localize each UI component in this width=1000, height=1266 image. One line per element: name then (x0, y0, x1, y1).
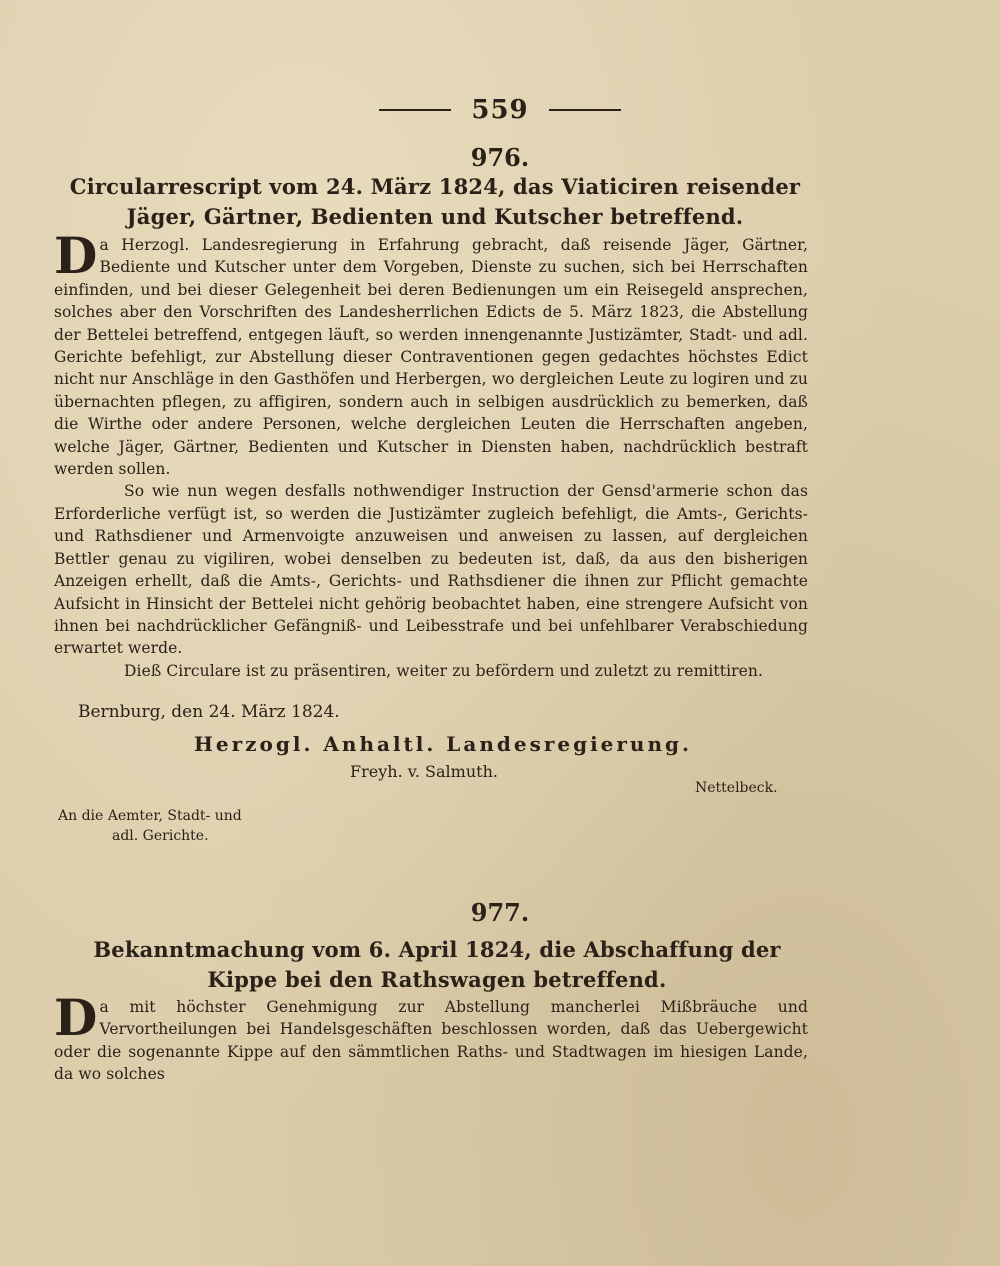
page-header (0, 92, 1000, 128)
document-body-977 (54, 988, 808, 1086)
recipient-note (58, 806, 242, 846)
paragraph-1 (54, 226, 808, 480)
paragraph-977-1 (54, 988, 808, 1086)
date-line: Bernburg, den 24. März 1824. (78, 702, 340, 722)
document-number-976: 976. (470, 143, 530, 172)
drop-cap-977: D (54, 988, 98, 1047)
document-number-977: 977. (470, 898, 530, 927)
signer-nettelbeck: Nettelbeck. (695, 780, 778, 796)
paragraph-977-1-text: a mit höchster Genehmigung zur Abstellung mancherlei Mißbräuche und Vervortheilungen bei Handelsgeschäften beschlossen worden, daß das Uebergewicht oder die sogenannte Kippe auf den sämmtlichen Raths- und Stadtwagen im hiesigen Lande, da wo solches (54, 998, 808, 1084)
header-rule-left (379, 109, 451, 111)
issuing-authority: Herzogl. Anhaltl. Landesregierung. (194, 732, 692, 756)
header-rule-right (549, 109, 621, 111)
paragraph-1-text: a Herzogl. Landesregierung in Erfahrung gebracht, daß reisende Jäger, Gärtner, Bediente und Kutscher unter dem Vorgeben, Dienste zu suchen, sich bei Herrschaften einfinden, und bei dieser Gelegenheit bei deren Bedienungen um ein Reisegeld ansprechen, solches aber den Vorschriften des Landesherrlichen Edicts de 5. März 1823, die Abstellung der Bettelei betreffend, entgegen läuft, so werden innengenannte Justizämter, Stadt- und adl. Gerichte befehligt, zur Abstellung dieser Contraventionen gegen gedachtes höchstes Edict nicht nur Anschläge in den Gasthöfen und Herbergen, wo dergleichen Leute zu logiren und zu übernachten pflegen, zu affigiren, sondern auch in selbigen ausdrücklich zu bemerken, daß die Wirthe oder andere Personen, welche dergleichen Leuten die Herrschaften angeben, welche Jäger, Gärtner, Bedienten und Kutscher in Diensten haben, nachdrücklich bestraft werden sollen. (54, 236, 808, 479)
page-number: 559 (471, 95, 529, 125)
signer-salmuth: Freyh. v. Salmuth. (350, 762, 498, 781)
paragraph-2: So wie nun wegen desfalls nothwendiger Instruction der Gensd'armerie schon das Erforderliche verfügt ist, so werden die Justizämter zugleich befehligt, die Amts-, Gerichts- und Rathsdiener und Armenvoigte anzuweisen und anweisen zu lassen, auf dergleichen Bettler genau zu vigiliren, wobei denselben zu bedeuten ist, daß, da aus den bisherigen Anzeigen erhellt, daß die Amts-, Gerichts- und Rathsdiener die ihnen zur Pflicht gemachte Aufsicht in Hinsicht der Bettelei nicht gehörig beobachtet haben, eine strengere Aufsicht von ihnen bei nachdrücklicher Gefängniß- und Leibesstrafe und bei unfehlbarer Verabschiedung erwartet werde. (54, 482, 808, 658)
drop-cap: D (54, 226, 98, 285)
recipient-line-1: An die Aemter, Stadt- und (58, 808, 242, 824)
paragraph-3: Dieß Circulare ist zu präsentiren, weiter zu befördern und zuletzt zu remittiren. (124, 661, 764, 680)
document-title-977: Bekanntmachung vom 6. April 1824, die Abschaffung der Kippe bei den Rathswagen betreffend. (93, 937, 781, 992)
document-body-976 (54, 226, 808, 682)
recipient-line-2: adl. Gerichte. (112, 828, 209, 844)
document-title-976: Circularrescript vom 24. März 1824, das Viaticiren reisender Jäger, Gärtner, Bedienten und Kutscher betreffend. (69, 174, 801, 229)
